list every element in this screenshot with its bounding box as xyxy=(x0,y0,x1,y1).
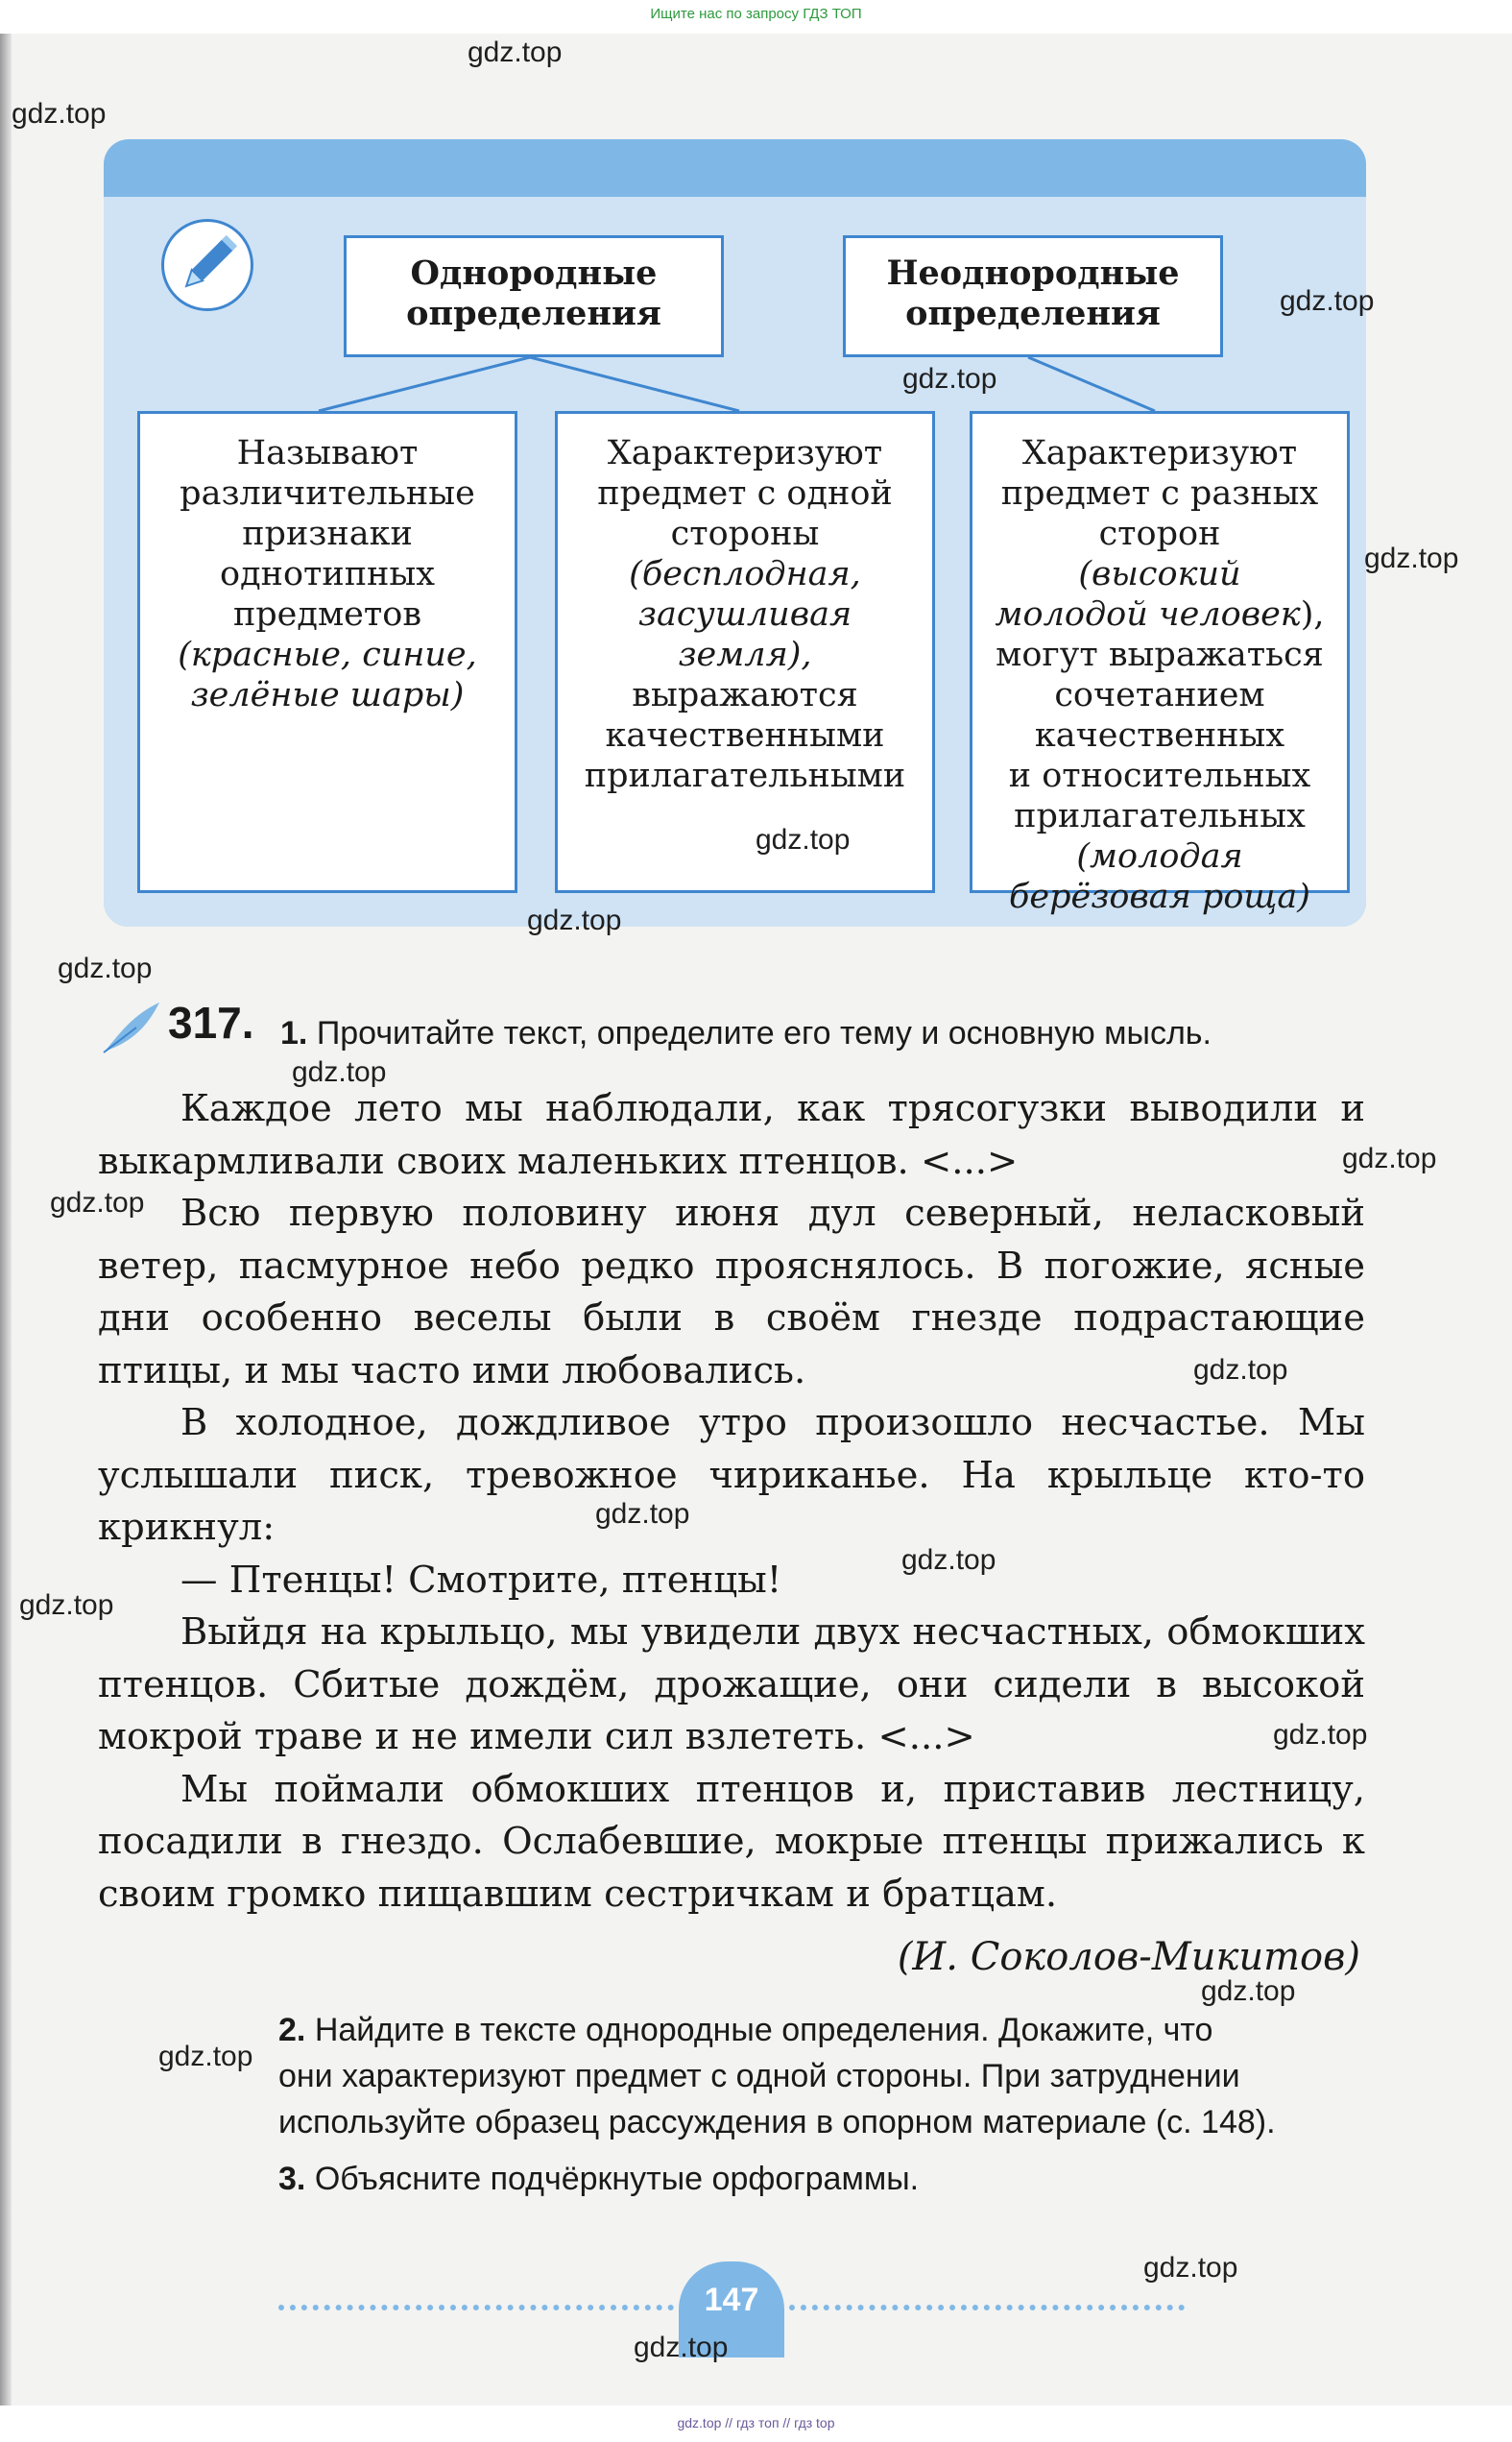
col-line: Характеризуют xyxy=(607,434,883,472)
watermark: gdz.top xyxy=(634,2332,729,2363)
task-text: Объясните подчёркнутые орфограммы. xyxy=(314,2161,920,2197)
watermark: gdz.top xyxy=(1143,2252,1238,2284)
col-line: однотипных xyxy=(220,555,435,593)
watermark: gdz.top xyxy=(50,1187,145,1219)
watermark: gdz.top xyxy=(1193,1354,1288,1386)
col-line: различительные xyxy=(180,474,475,513)
definition-column-1 xyxy=(137,411,517,893)
paragraph: Каждое лето мы наблюдали, как трясогузки выводили и выкармливали своих маленьких птенцов. <...> xyxy=(98,1087,1365,1183)
watermark: gdz.top xyxy=(1364,543,1459,574)
task-line: они характеризуют предмет с одной стороны. При затруднении xyxy=(278,2058,1240,2094)
col-line: Называют xyxy=(236,434,419,472)
task-3 xyxy=(278,2156,919,2202)
header-line: Однородные xyxy=(410,254,658,293)
author: (И. Соколов-Микитов) xyxy=(897,1935,1360,1979)
col-line: предмет с разных xyxy=(1000,474,1319,513)
task-line: используйте образец рассуждения в опорном материале (с. 148). xyxy=(278,2104,1276,2140)
watermark: gdz.top xyxy=(1280,285,1375,317)
paragraph: Выйдя на крыльцо, мы увидели двух несчастных, обмокших птенцов. Сбитые дождём, дрожащие, они сидели в высокой мокрой траве и не имели сил взлететь. <...> xyxy=(98,1610,1365,1758)
task-1 xyxy=(280,1010,1212,1056)
watermark: gdz.top xyxy=(1201,1975,1296,2007)
col-line: сторон (высокий xyxy=(1078,515,1241,593)
col-line: прилагательными xyxy=(584,757,906,795)
paragraph: — Птенцы! Смотрите, птенцы! xyxy=(180,1558,782,1602)
col-example: земля), xyxy=(678,636,812,674)
header-line: определения xyxy=(905,294,1161,333)
watermark: gdz.top xyxy=(595,1498,690,1530)
exercise-number: 317. xyxy=(168,998,254,1048)
homogeneous-header xyxy=(344,235,724,357)
definition-column-3 xyxy=(970,411,1350,916)
col-example: зелёные шары) xyxy=(190,676,465,714)
task-number: 2. xyxy=(278,2012,306,2048)
col-example: берёзовая роща) xyxy=(1009,878,1310,916)
col-line: молодой человек), xyxy=(995,595,1325,634)
task-2 xyxy=(278,2007,1276,2145)
watermark: gdz.top xyxy=(1273,1719,1368,1751)
heterogeneous-header xyxy=(843,235,1223,357)
watermark: gdz.top xyxy=(527,905,622,936)
task-number: 1. xyxy=(280,1015,308,1052)
col-example: (молодая xyxy=(1076,837,1243,876)
header-line: определения xyxy=(406,294,661,333)
task-text: Прочитайте текст, определите его тему и основную мысль. xyxy=(316,1015,1212,1052)
col-line: Характеризуют xyxy=(1021,434,1298,472)
col-line: прилагательных xyxy=(1014,797,1306,835)
col-line: выражаются xyxy=(632,676,858,714)
page-number: 147 xyxy=(679,2261,784,2357)
watermark: gdz.top xyxy=(12,98,107,130)
paragraph: В холодное, дождливое утро произошло несчастье. Мы услышали писк, тревожное чириканье. На крыльце кто-то крикнул: xyxy=(98,1401,1365,1549)
col-line: признаки xyxy=(242,515,413,553)
watermark: gdz.top xyxy=(292,1056,387,1088)
watermark: gdz.top xyxy=(58,953,153,984)
definition-column-2 xyxy=(555,411,935,893)
col-example: (красные, синие, xyxy=(178,636,477,674)
watermark: gdz.top xyxy=(19,1589,114,1621)
footer-dots-right xyxy=(789,2305,1185,2310)
footer-dots-left xyxy=(278,2305,674,2310)
task-line: 2. Найдите в тексте однородные определения. Докажите, что xyxy=(278,2012,1213,2048)
reading-text xyxy=(98,1083,1368,1921)
col-line: качественными xyxy=(605,716,885,755)
feather-icon xyxy=(98,999,165,1056)
col-line: качественных xyxy=(1034,716,1285,755)
paragraph: Мы поймали обмокших птенцов и, приставив лестницу, посадили в гнездо. Ослабевшие, мокрые птенцы прижались к своим громко пищавшим сестричкам и братцам. xyxy=(98,1767,1365,1916)
col-example: засушливая xyxy=(637,595,852,634)
watermark: gdz.top xyxy=(902,363,997,395)
task-number: 3. xyxy=(278,2161,306,2197)
col-line: и относительных xyxy=(1008,757,1311,795)
watermark: gdz.top xyxy=(468,36,563,68)
watermark: gdz.top xyxy=(756,824,851,856)
col-example: (бесплодная, xyxy=(629,555,861,593)
bottom-note: gdz.top // гдз топ // гдз top xyxy=(677,2415,835,2430)
watermark: gdz.top xyxy=(901,1544,996,1576)
watermark: gdz.top xyxy=(158,2041,253,2072)
header-line: Неоднородные xyxy=(886,254,1180,293)
top-note: Ищите нас по запросу ГДЗ ТОП xyxy=(650,6,862,22)
col-line: стороны xyxy=(670,515,820,553)
paragraph: Всю первую половину июня дул северный, неласковый ветер, пасмурное небо редко прояснялось. В погожие, ясные дни особенно веселы были в своём гнезде подрастающие птицы, и мы часто ими любовались. xyxy=(98,1192,1365,1392)
col-line: предмет с одной xyxy=(597,474,893,513)
watermark: gdz.top xyxy=(1342,1143,1437,1174)
col-line: сочетанием xyxy=(1054,676,1265,714)
col-line: могут выражаться xyxy=(996,636,1324,674)
col-line: предметов xyxy=(232,595,422,634)
